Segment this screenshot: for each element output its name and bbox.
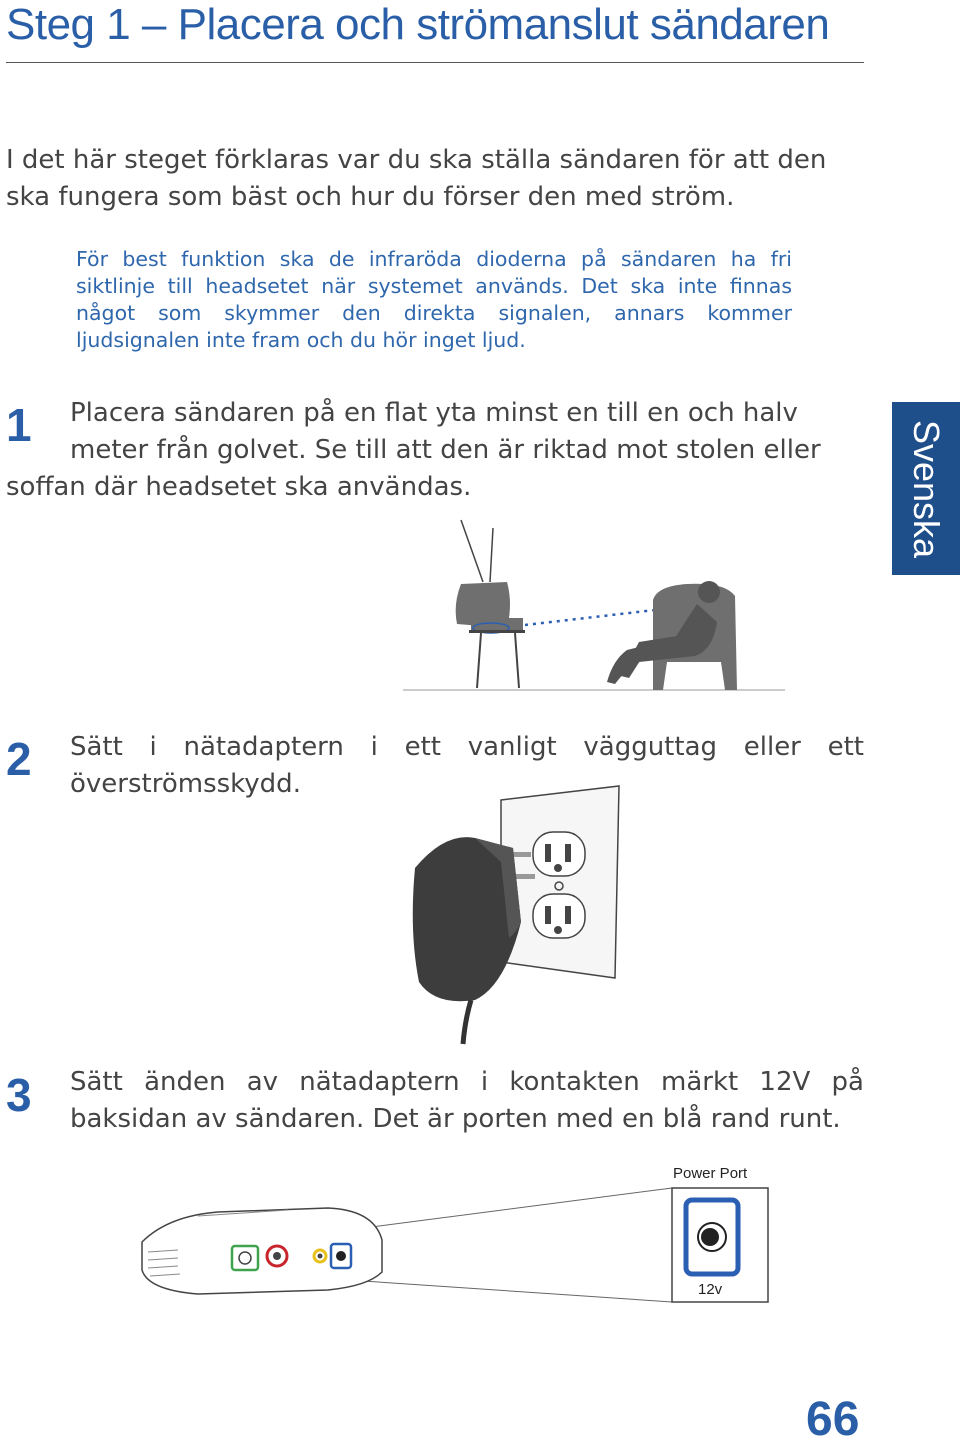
page-title: Steg 1 – Placera och strömanslut sändaren [6,0,830,49]
page-number: 66 [806,1393,860,1446]
note-paragraph: För best funktion ska de infraröda dioderna på sändaren ha fri siktlinje till headsetet när systemet används. Det ska inte finnas något som skymmer den direkta signalen, annars kommer ljudsignalen inte fram och du hör inget ljud. [76,247,792,352]
tv-and-chair-illustration [395,512,795,697]
step-2-line-2: överströmsskydd. [70,769,301,799]
step-1-line-1: Placera sändaren på en flat yta minst en till en och halv [70,398,798,428]
step-1-line-2: meter från golvet. Se till att den är riktad mot stolen eller [70,435,821,465]
step-2-line-1: Sätt i nätadaptern i ett vanligt vägguttag eller ett [70,732,864,762]
voltage-label: 12v [698,1281,723,1298]
transmitter-illustration [138,1180,778,1310]
power-port-label: Power Port [673,1165,748,1182]
step-3-line-1: Sätt änden av nätadaptern i kontakten märkt 12V på [70,1067,864,1097]
adapter-outlet-illustration [405,782,630,1047]
step-3-number: 3 [6,1069,32,1121]
language-tab-label: Svenska [906,419,947,558]
intro-paragraph: I det här steget förklaras var du ska ställa sändaren för att den ska fungera som bäst och hur du förser den med ström. [6,145,827,212]
step-1-number: 1 [6,399,32,451]
step-2-number: 2 [6,733,32,785]
language-tab [892,402,960,575]
title-divider [6,62,864,63]
step-3-line-2: baksidan av sändaren. Det är porten med en blå rand runt. [70,1104,841,1134]
step-1-line-3: soffan där headsetet ska användas. [6,472,472,502]
